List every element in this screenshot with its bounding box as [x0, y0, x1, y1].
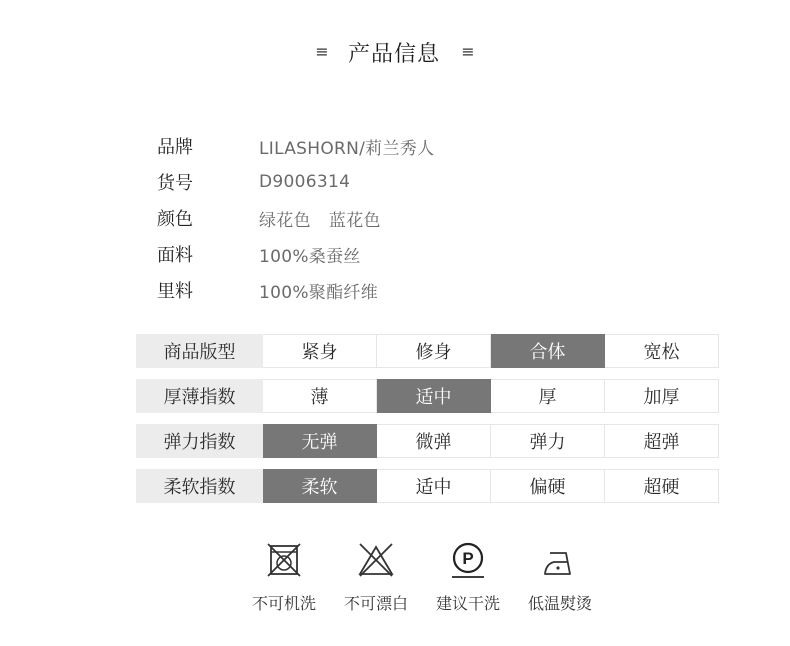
rating-option: 薄 — [263, 379, 377, 413]
care-label: 不可漂白 — [343, 594, 408, 613]
rating-option: 微弹 — [377, 424, 491, 458]
dry-clean-icon — [448, 540, 488, 580]
care-item — [238, 540, 330, 614]
rating-label: 厚薄指数 — [136, 379, 263, 413]
rating-table — [136, 334, 721, 514]
rating-label: 商品版型 — [136, 334, 263, 368]
rating-option-selected: 适中 — [377, 379, 491, 413]
info-row-fabric — [157, 236, 657, 272]
info-label: 颜色 — [157, 209, 193, 230]
rating-option: 修身 — [377, 334, 491, 368]
info-label: 品牌 — [157, 137, 193, 158]
rating-label: 弹力指数 — [136, 424, 263, 458]
care-instructions — [238, 540, 608, 614]
rating-option: 紧身 — [263, 334, 377, 368]
page-title: 产品信息 — [347, 41, 440, 67]
info-label: 面料 — [157, 245, 193, 266]
rating-option: 加厚 — [605, 379, 719, 413]
info-row-sku — [157, 164, 657, 200]
rating-row-softness — [136, 469, 721, 503]
care-label: 低温熨烫 — [527, 594, 592, 613]
info-row-color — [157, 200, 657, 236]
product-info-list — [157, 128, 657, 308]
rating-option: 超硬 — [605, 469, 719, 503]
rating-option-selected: 合体 — [491, 334, 605, 368]
svg-text:P: P — [462, 549, 474, 568]
care-label: 建议干洗 — [435, 594, 500, 613]
care-item — [514, 540, 606, 614]
low-iron-icon — [540, 540, 580, 580]
rating-option: 厚 — [491, 379, 605, 413]
info-row-lining — [157, 272, 657, 308]
rating-label: 柔软指数 — [136, 469, 263, 503]
info-value: 100%聚酯纤维 — [259, 282, 379, 303]
care-item — [330, 540, 422, 614]
info-value: D9006314 — [259, 172, 351, 192]
rating-option: 适中 — [377, 469, 491, 503]
care-item — [422, 540, 514, 614]
color-option: 蓝花色 — [328, 210, 381, 231]
info-value: LILASHORN/莉兰秀人 — [259, 138, 435, 159]
rating-option-selected: 柔软 — [263, 469, 377, 503]
rating-row-fit — [136, 334, 721, 368]
info-value-color — [259, 206, 381, 231]
rating-row-elasticity — [136, 424, 721, 458]
color-option: 绿花色 — [259, 210, 311, 231]
rating-option: 偏硬 — [491, 469, 605, 503]
menu-icon: ≡ — [461, 42, 475, 61]
rating-row-thickness — [136, 379, 721, 413]
info-label: 货号 — [157, 173, 193, 194]
care-label: 不可机洗 — [251, 594, 316, 613]
rating-option-selected: 无弹 — [263, 424, 377, 458]
rating-option: 超弹 — [605, 424, 719, 458]
info-value: 100%桑蚕丝 — [259, 246, 361, 267]
rating-option: 宽松 — [605, 334, 719, 368]
rating-option: 弹力 — [491, 424, 605, 458]
no-machine-wash-icon — [264, 540, 304, 580]
section-header — [0, 36, 790, 68]
no-bleach-icon — [356, 540, 396, 580]
menu-icon: ≡ — [315, 42, 329, 61]
info-row-brand — [157, 128, 657, 164]
info-label: 里料 — [157, 281, 193, 302]
